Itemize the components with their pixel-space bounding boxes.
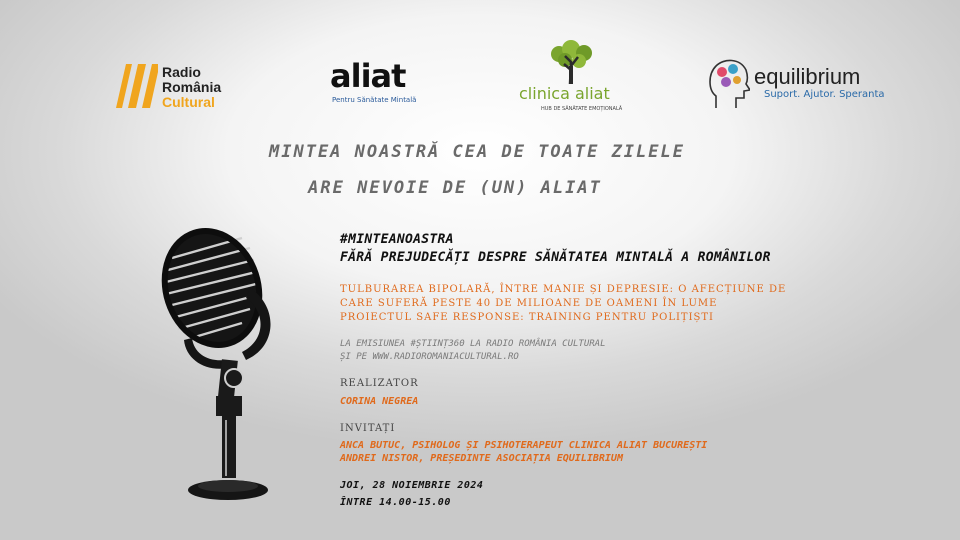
radio-romania-cultural-logo [116,62,246,112]
clinica-aliat-logo [515,40,635,112]
broadcast-line-1: LA EMISIUNEA #ȘTIINȚ360 LA RADIO ROMÂNIA CULTURAL [340,339,606,349]
guest-2: ANDREI NISTOR, PREȘEDINTE ASOCIAȚIA EQUILIBRIUM [340,453,623,464]
aliat-logo [330,57,430,108]
topic-line-2: CARE SUFERĂ PESTE 40 DE MILIOANE DE OAMENI ÎN LUME [340,298,718,309]
tree-icon [549,40,595,84]
rrc-line2: România [162,79,222,95]
subtitle: FĂRĂ PREJUDECĂȚI DESPRE SĂNĂTATEA MINTALĂ A ROMÂNILOR [340,250,771,265]
headline-line1: MINTEA NOASTRĂ CEA DE TOATE ZILELE [269,142,685,162]
broadcast-date: JOI, 28 NOIEMBRIE 2024 [340,480,484,491]
broadcast-line-2: ȘI PE WWW.RADIOROMANIACULTURAL.RO [340,352,519,362]
topic-line-1: TULBURAREA BIPOLARĂ, ÎNTRE MANIE ȘI DEPRESIE: O AFECȚIUNE DE [340,284,787,295]
rrc-line3: Cultural [162,94,215,110]
rrc-line1: Radio [162,64,201,80]
equilibrium-logo [706,56,906,112]
producer-name: CORINA NEGREA [340,396,419,407]
guest-1: ANCA BUTUC, PSIHOLOG ȘI PSIHOTERAPEUT CLINICA ALIAT BUCUREȘTI [340,440,708,451]
vintage-microphone-icon [150,228,290,508]
producer-label: REALIZATOR [340,378,419,389]
aliat-wordmark: aliat [330,57,406,95]
hashtag: #MINTEANOASTRA [340,232,454,247]
broadcast-time: ÎNTRE 14.00-15.00 [340,497,451,508]
topic-line-3: PROIECTUL SAFE RESPONSE: TRAINING PENTRU POLIȚIȘTI [340,312,714,323]
headline-line2: ARE NEVOIE DE (UN) ALIAT [308,178,602,198]
equilibrium-wordmark: equilibrium [754,64,861,89]
aliat-tagline: Pentru Sănătate Mintală [332,96,417,104]
clinica-aliat-wordmark: clinica aliat [519,84,610,103]
equilibrium-tagline: Suport. Ajutor. Speranta [764,89,885,100]
head-gears-icon [706,56,750,110]
clinica-aliat-tagline: HUB DE SĂNĂTATE EMOȚIONALĂ [541,106,623,112]
rrc-stripes-icon [116,64,158,108]
guests-label: INVITAȚI [340,423,396,434]
